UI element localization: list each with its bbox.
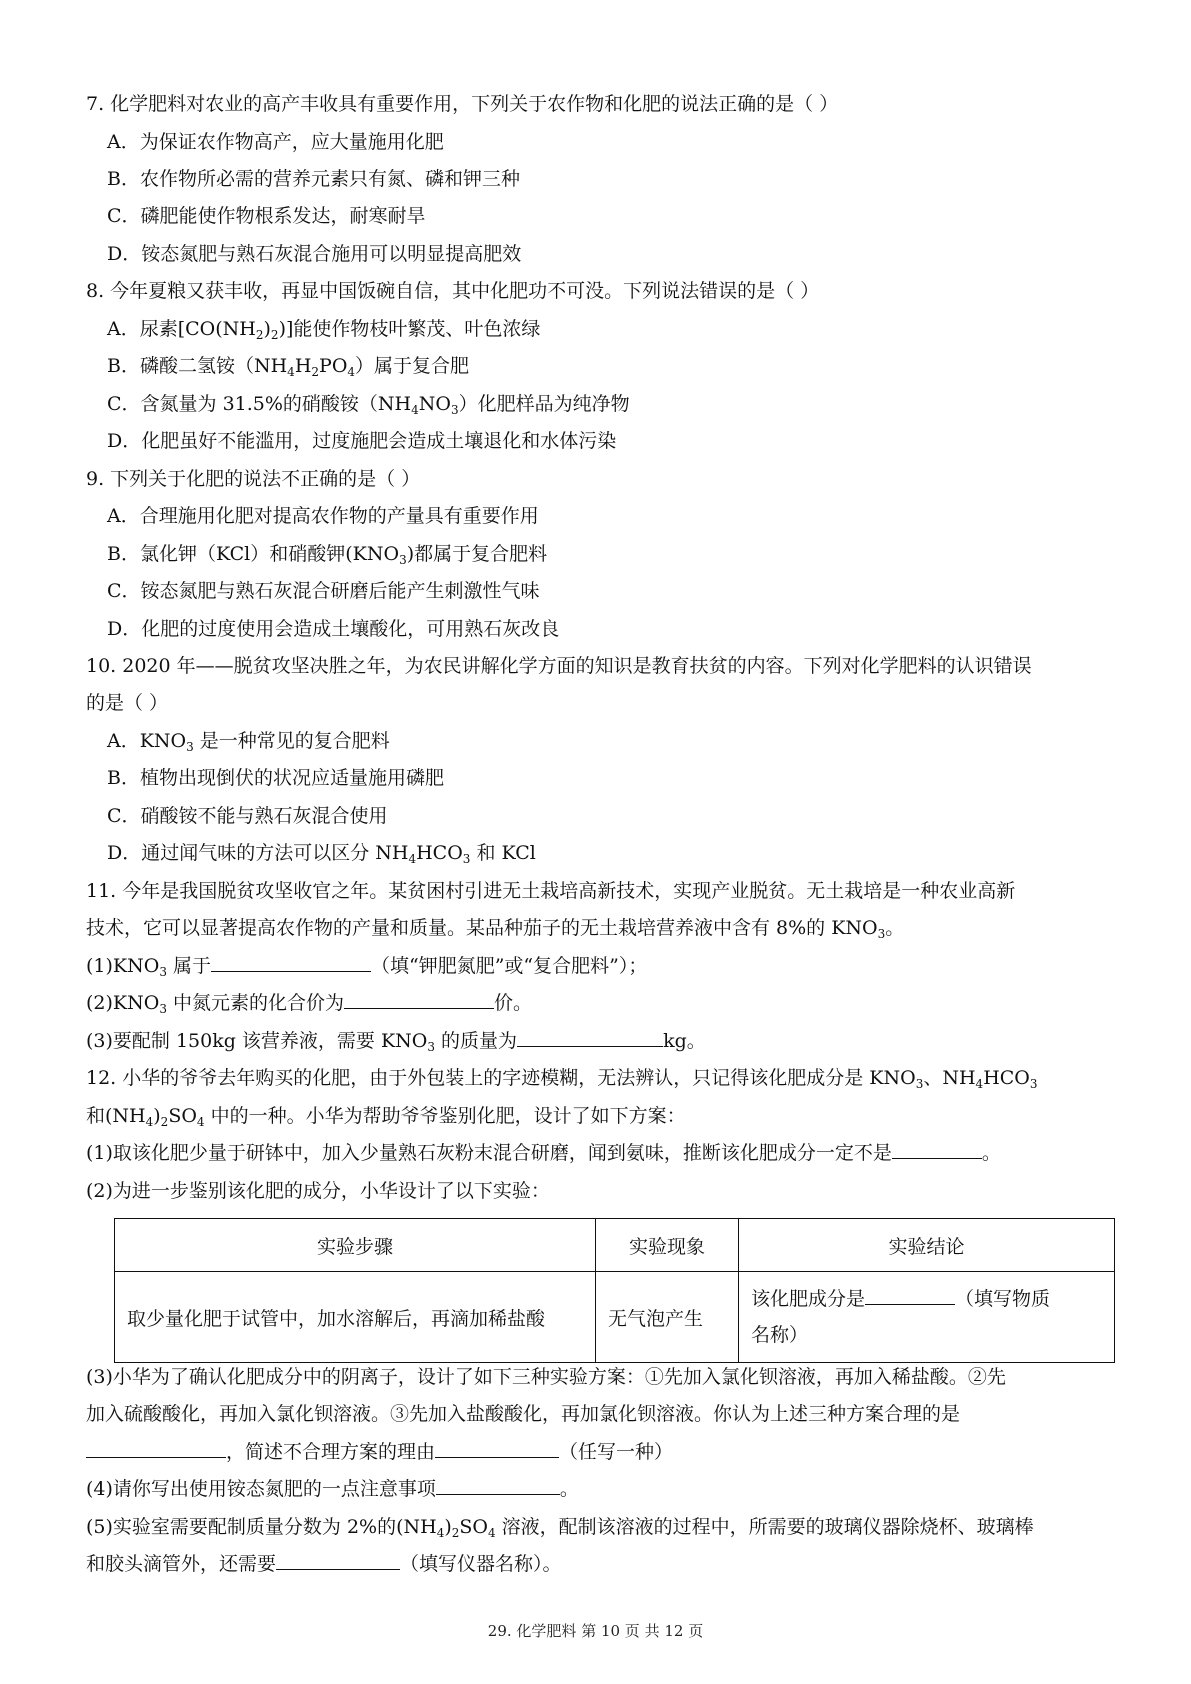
- q12-part3-answer-blank-1[interactable]: [86, 1439, 226, 1458]
- q11-part1-answer-blank[interactable]: [211, 953, 371, 972]
- q11-part3: (3)要配制 150kg 该营养液，需要 $KNO_3$ 的质量为 kg。: [86, 1030, 706, 1054]
- q12-part3-line3: ，简述不合理方案的理由 （任写一种）: [86, 1439, 673, 1465]
- q9-option-d: D．化肥的过度使用会造成土壤酸化，可用熟石灰改良: [107, 618, 560, 640]
- q7-option-a: A．为保证农作物高产，应大量施用化肥: [107, 131, 444, 153]
- q11-part3-answer-blank[interactable]: [517, 1028, 663, 1047]
- q11-part2: $(2)KNO_3$ 中氮元素的化合价为 价。: [86, 992, 533, 1016]
- q12-part3-line2: 加入硫酸酸化，再加入氯化钡溶液。③先加入盐酸酸化，再加氯化钡溶液。你认为上述三种方案合理的是: [86, 1403, 961, 1425]
- q10-option-b: B．植物出现倒伏的状况应适量施用磷肥: [107, 767, 444, 789]
- q8-stem: 8. 今年夏粮又获丰收，再显中国饭碗自信，其中化肥功不可没。下列说法错误的是（ ）: [86, 280, 820, 302]
- q10-option-c: C．硝酸铵不能与熟石灰混合使用: [107, 805, 388, 827]
- page-footer: 29. 化学肥料 第 10 页 共 12 页: [487, 1622, 704, 1640]
- q12-stem-line2: 和$(NH_4)_2SO_4$ 中的一种。小华为帮助爷爷鉴别化肥，设计了如下方案：: [86, 1105, 686, 1129]
- q8-option-c: C．含氮量为 31.5%的硝酸铵$(NH_4NO_3)$化肥样品为纯净物: [107, 393, 630, 417]
- q7-option-d: D．铵态氮肥与熟石灰混合施用可以明显提高肥效: [107, 243, 522, 265]
- q12-part3-answer-blank-2[interactable]: [435, 1439, 559, 1458]
- q10-stem-line1: 10. 2020 年——脱贫攻坚决胜之年，为农民讲解化学方面的知识是教育扶贫的内容。下列对化学肥料的认识错误: [86, 655, 1032, 677]
- q12-part4: (4)请你写出使用铵态氮肥的一点注意事项 。: [86, 1478, 579, 1500]
- table-cell-conclusion: 该化肥成分是 （填写物质 名称）: [739, 1272, 1115, 1363]
- q12-part2: (2)为进一步鉴别该化肥的成分，小华设计了以下实验：: [86, 1180, 550, 1202]
- q8-option-a: A．尿素$[CO(NH_2)_2)$]能使作物枝叶繁茂、叶色浓绿: [107, 318, 541, 342]
- table-header-conclusion: 实验结论: [739, 1219, 1115, 1272]
- table-row: [115, 1272, 1115, 1363]
- q11-part1: $(1)KNO_3$ 属于 （填“钾肥氮肥”或“复合肥料”）；: [86, 955, 648, 979]
- q12-part1-answer-blank[interactable]: [892, 1140, 982, 1159]
- q8-option-b: B．磷酸二氢铵$(NH_4H_2PO_4)$属于复合肥: [107, 355, 470, 379]
- q8-option-d: D．化肥虽好不能滥用，过度施肥会造成土壤退化和水体污染: [107, 430, 617, 452]
- q11-part2-answer-blank[interactable]: [344, 990, 494, 1009]
- q12-part5-line2: 和胶头滴管外，还需要 （填写仪器名称）。: [86, 1553, 562, 1575]
- q12-part4-answer-blank[interactable]: [436, 1476, 560, 1495]
- q9-option-a: A．合理施用化肥对提高农作物的产量具有重要作用: [107, 505, 539, 527]
- table-cell-step: 取少量化肥于试管中，加水溶解后，再滴加稀盐酸: [115, 1272, 596, 1363]
- q10-stem-line2: 的是（ ）: [86, 692, 169, 714]
- table-cell-phenomenon: 无气泡产生: [596, 1272, 739, 1363]
- q12-part1: (1)取该化肥少量于研钵中，加入少量熟石灰粉末混合研磨，闻到氨味，推断该化肥成分一定不是 。: [86, 1142, 1001, 1164]
- q12-part5-answer-blank[interactable]: [276, 1551, 400, 1570]
- table-header-row: [115, 1219, 1115, 1272]
- q9-option-c: C．铵态氮肥与熟石灰混合研磨后能产生刺激性气味: [107, 580, 540, 602]
- q11-stem-line1: 11. 今年是我国脱贫攻坚收官之年。某贫困村引进无土栽培高新技术，实现产业脱贫。无土栽培是一种农业高新: [86, 880, 1016, 902]
- table-header-step: 实验步骤: [115, 1219, 596, 1272]
- q12-part5-line1: (5)实验室需要配制质量分数为 2%的$(NH_4)_2SO_4$ 溶液，配制该溶液的过程中，所需要的玻璃仪器除烧杯、玻璃棒: [86, 1516, 1034, 1540]
- q12-part3-line1: (3)小华为了确认化肥成分中的阴离子，设计了如下三种实验方案：①先加入氯化钡溶液，再加入稀盐酸。②先: [86, 1366, 1006, 1388]
- q10-option-a: A．$KNO_3$ 是一种常见的复合肥料: [107, 730, 390, 754]
- experiment-table: [114, 1218, 1115, 1363]
- table-conclusion-answer-blank[interactable]: [865, 1286, 955, 1305]
- q9-stem: 9. 下列关于化肥的说法不正确的是（ ）: [86, 468, 421, 490]
- q7-stem: 7. 化学肥料对农业的高产丰收具有重要作用，下列关于农作物和化肥的说法正确的是（ ）: [86, 93, 839, 115]
- q9-option-b: B．氯化钾（KCl）和硝酸钾$(KNO_3)$都属于复合肥料: [107, 543, 548, 567]
- q7-option-c: C．磷肥能使作物根系发达，耐寒耐旱: [107, 205, 426, 227]
- q10-option-d: D．通过闻气味的方法可以区分 $NH_4HCO_3$ 和 KCl: [107, 842, 536, 866]
- q11-stem-line2: 技术，它可以显著提高农作物的产量和质量。某品种茄子的无土栽培营养液中含有 8%的 $KNO_3$。: [86, 917, 905, 941]
- q7-option-b: B．农作物所必需的营养元素只有氮、磷和钾三种: [107, 168, 520, 190]
- table-header-phenomenon: 实验现象: [596, 1219, 739, 1272]
- q12-stem-line1: 12. 小华的爷爷去年购买的化肥，由于外包装上的字迹模糊，无法辨认，只记得该化肥成分是 $KNO_3$、$NH_4HCO_3$: [86, 1067, 1038, 1091]
